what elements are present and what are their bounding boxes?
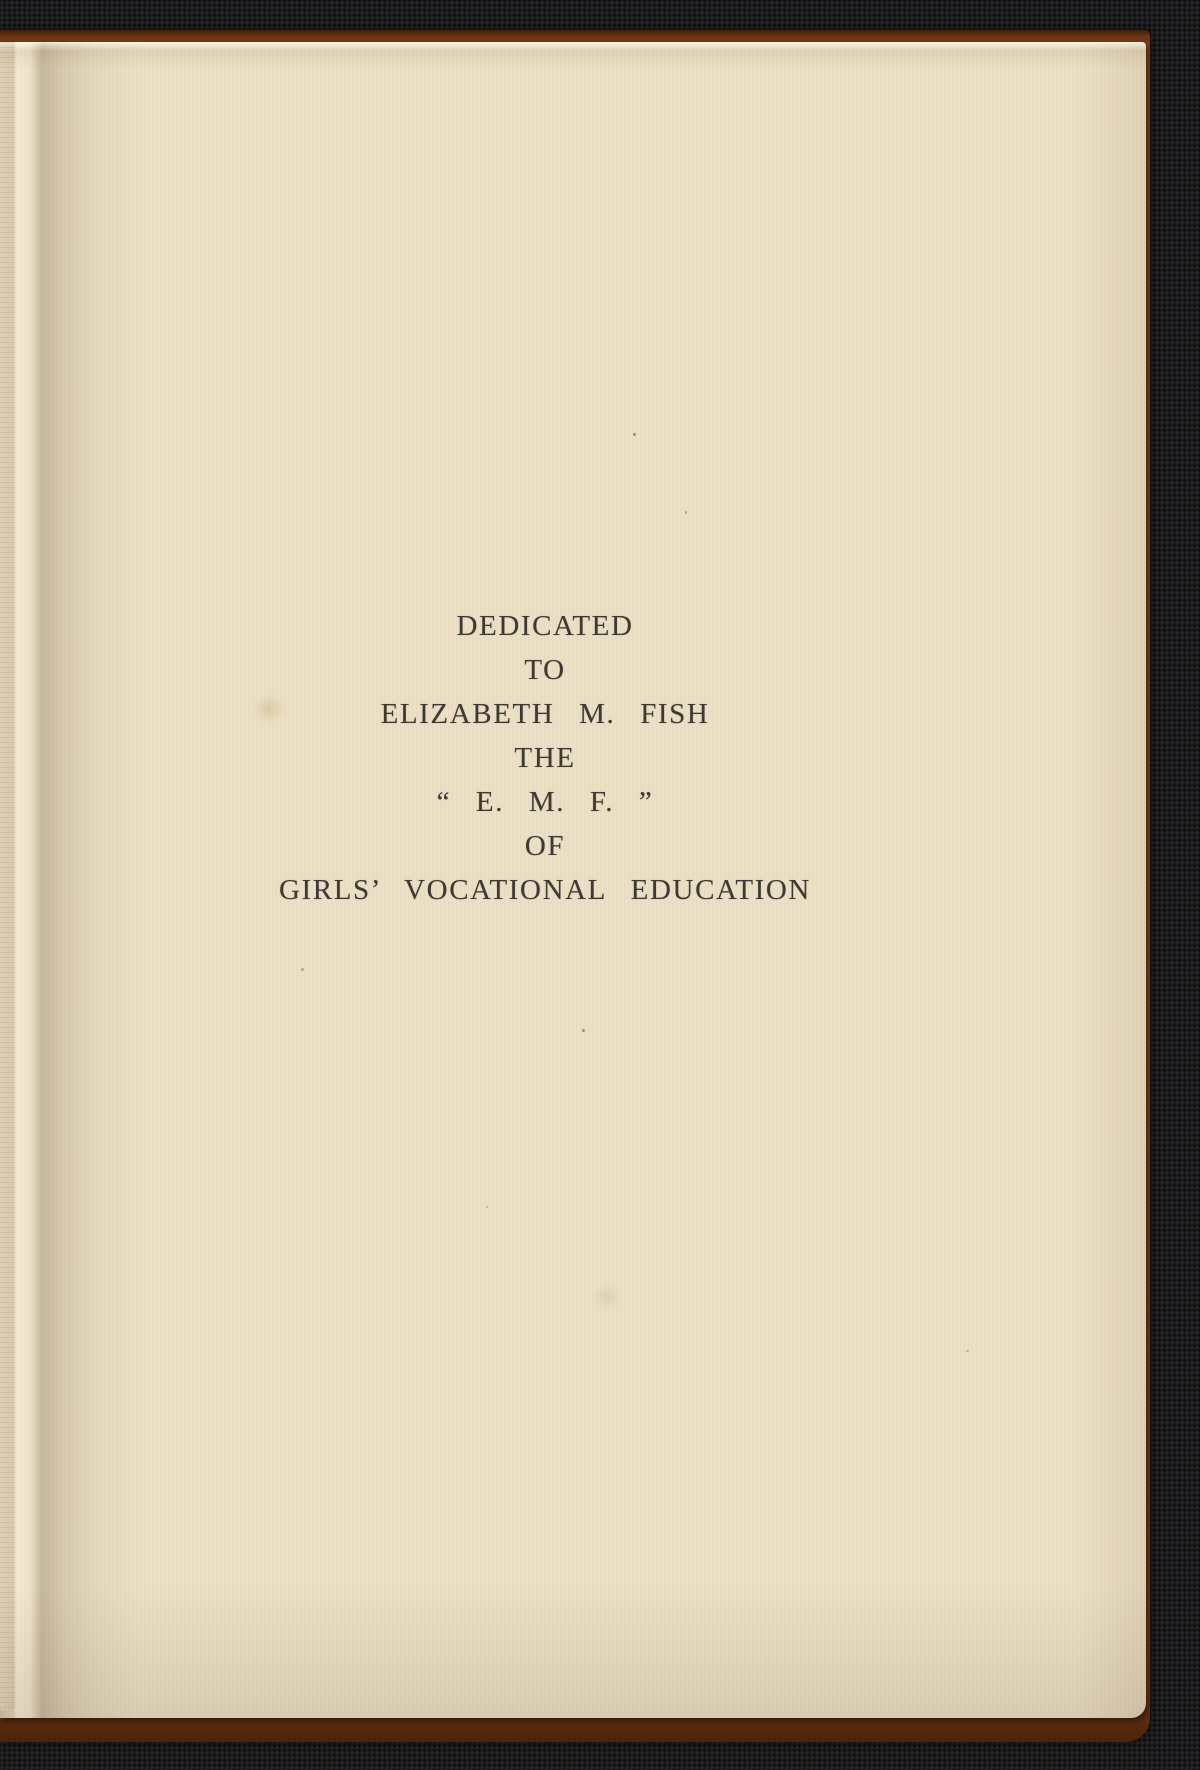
dedication-line: “ E. M. F. ” [436,786,654,818]
dedication-line: DEDICATED [456,610,634,642]
dedication-line: THE [514,742,576,774]
paper-speck [685,511,687,514]
dedication-line: OF [524,830,566,862]
paper-speck [633,433,636,436]
dedication-line: TO [524,654,566,686]
dedication-line: GIRLS’ VOCATIONAL EDUCATION [279,874,811,906]
paper-speck [486,1206,488,1208]
paper-stain [592,1284,622,1310]
paper-speck [582,1029,585,1032]
dedication-line: ELIZABETH M. FISH [380,698,710,730]
paper-speck [966,1350,969,1352]
paper-speck [301,968,304,971]
dedication-text [0,604,1090,912]
